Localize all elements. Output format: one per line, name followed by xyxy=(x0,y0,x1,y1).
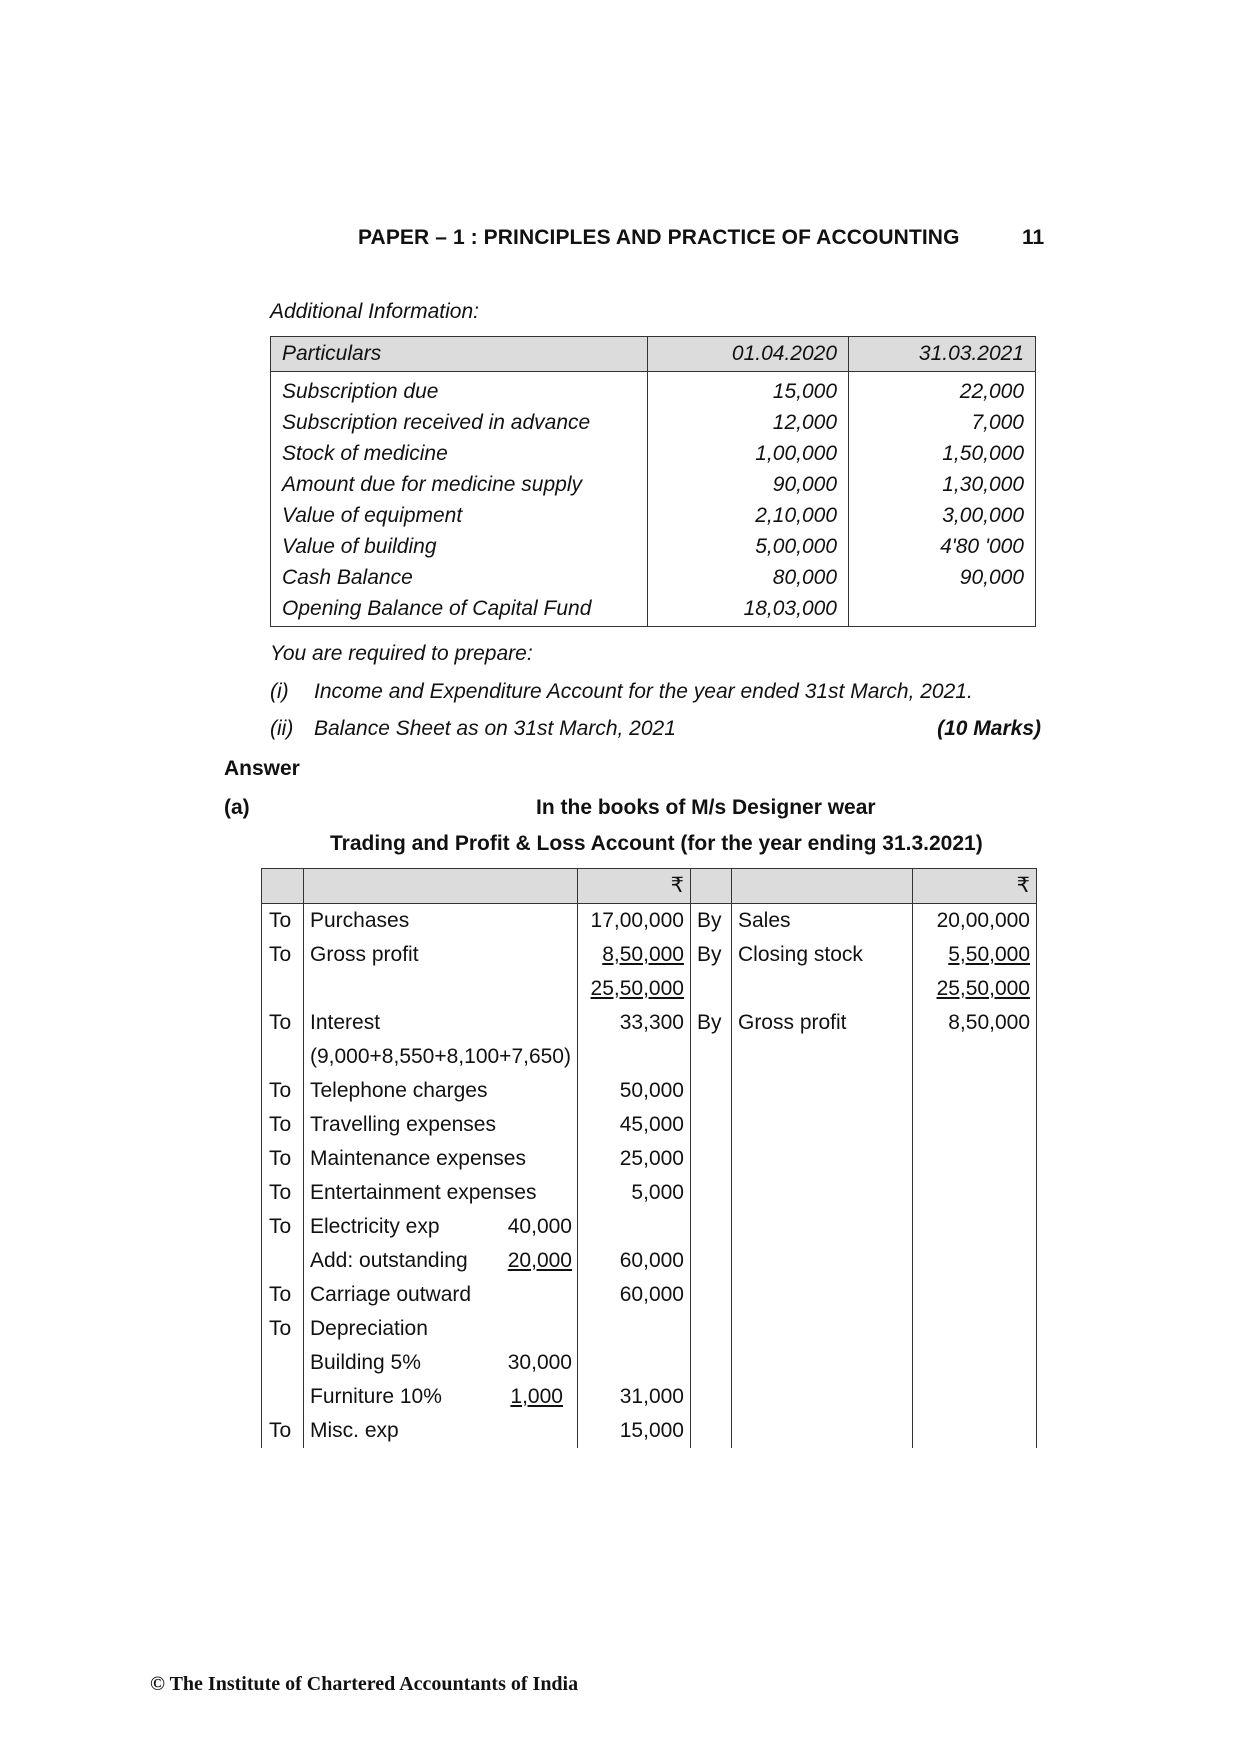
cell-closing: 22,000 xyxy=(849,372,1036,408)
dr-prefix: To xyxy=(262,1176,304,1210)
cr-particular xyxy=(731,1346,912,1380)
question-item-text: Balance Sheet as on 31st March, 2021 xyxy=(314,717,676,740)
cell-particular: Amount due for medicine supply xyxy=(271,469,648,500)
cr-prefix xyxy=(690,1414,731,1448)
cr-amount xyxy=(912,1312,1036,1346)
cr-particular: Closing stock xyxy=(731,938,912,972)
table-row xyxy=(262,1380,1037,1414)
cell-opening: 80,000 xyxy=(648,562,849,593)
cr-prefix xyxy=(690,972,731,1006)
table-row xyxy=(271,500,1036,531)
cell-opening: 15,000 xyxy=(648,372,849,408)
dr-particular-detail: (9,000+8,550+8,100+7,650) xyxy=(310,1045,571,1068)
cr-particular xyxy=(731,1142,912,1176)
dr-particular: Misc. exp xyxy=(304,1414,578,1448)
table-row xyxy=(271,438,1036,469)
dr-sub-amount: 1,000 xyxy=(510,1385,563,1408)
dr-sub-amount: 30,000 xyxy=(507,1351,572,1374)
cr-particular xyxy=(731,1414,912,1448)
dr-particular: Gross profit xyxy=(304,938,578,972)
cell-closing: 7,000 xyxy=(849,407,1036,438)
dr-particular: Travelling expenses xyxy=(304,1108,578,1142)
cell-closing: 4'80 '000 xyxy=(849,531,1036,562)
column-header-particulars: Particulars xyxy=(271,337,648,372)
cr-total-cell xyxy=(912,972,1036,1006)
dr-amount: 33,300 xyxy=(577,1006,690,1074)
cell-opening: 1,00,000 xyxy=(648,438,849,469)
cr-particular xyxy=(731,1108,912,1142)
dr-particular: Electricity exp xyxy=(310,1215,440,1238)
header-blank xyxy=(304,869,578,904)
cr-amount xyxy=(912,1108,1036,1142)
cr-prefix: By xyxy=(690,1006,731,1074)
cell-closing xyxy=(849,593,1036,627)
cell-particular: Value of equipment xyxy=(271,500,648,531)
header-currency-cr: ₹ xyxy=(912,869,1036,904)
cr-prefix xyxy=(690,1108,731,1142)
cr-prefix xyxy=(690,1380,731,1414)
dr-total: 25,50,000 xyxy=(590,977,684,1000)
dr-particular-cell xyxy=(304,1006,578,1074)
table-row xyxy=(262,1278,1037,1312)
table-row xyxy=(262,1142,1037,1176)
table-row xyxy=(271,372,1036,408)
cr-prefix xyxy=(690,1312,731,1346)
dr-prefix xyxy=(262,1346,304,1380)
cr-amount xyxy=(912,1380,1036,1414)
dr-amount xyxy=(577,1312,690,1346)
dr-amount xyxy=(577,1210,690,1244)
cr-amount xyxy=(912,1210,1036,1244)
cr-total: 25,50,000 xyxy=(936,977,1030,1000)
dr-particular-cell xyxy=(304,1210,578,1244)
cr-prefix xyxy=(690,1074,731,1108)
table-row xyxy=(271,562,1036,593)
table-row xyxy=(262,1346,1037,1380)
dr-sub-amount: 20,000 xyxy=(507,1249,572,1272)
cell-particular: Subscription due xyxy=(271,372,648,408)
dr-amount: 60,000 xyxy=(577,1278,690,1312)
cr-particular: Sales xyxy=(731,904,912,939)
cr-amount xyxy=(912,1346,1036,1380)
cr-prefix: By xyxy=(690,904,731,939)
dr-particular: Maintenance expenses xyxy=(304,1142,578,1176)
table-row xyxy=(271,531,1036,562)
cell-closing: 1,50,000 xyxy=(849,438,1036,469)
cell-opening: 5,00,000 xyxy=(648,531,849,562)
dr-amount: 15,000 xyxy=(577,1414,690,1448)
dr-sub-amount: 40,000 xyxy=(507,1215,572,1238)
table-row xyxy=(262,1108,1037,1142)
cr-amount xyxy=(912,1142,1036,1176)
dr-particular: Add: outstanding xyxy=(310,1249,468,1272)
dr-amount: 31,000 xyxy=(577,1380,690,1414)
dr-prefix: To xyxy=(262,1278,304,1312)
table-header-row xyxy=(271,337,1036,372)
table-row xyxy=(262,1006,1037,1074)
cr-particular xyxy=(731,1244,912,1278)
page-footer: © The Institute of Chartered Accountants of India xyxy=(150,1673,579,1695)
answer-part-label: (a) xyxy=(224,796,250,819)
account-title: Trading and Profit & Loss Account (for the year ending 31.3.2021) xyxy=(330,832,983,855)
cr-particular: Gross profit xyxy=(731,1006,912,1074)
cr-particular xyxy=(731,1176,912,1210)
question-item-number: (i) xyxy=(270,680,289,703)
cr-particular xyxy=(731,1312,912,1346)
cr-prefix xyxy=(690,1346,731,1380)
cell-opening: 2,10,000 xyxy=(648,500,849,531)
table-row xyxy=(262,938,1037,972)
cr-particular xyxy=(731,972,912,1006)
cell-particular: Opening Balance of Capital Fund xyxy=(271,593,648,627)
header-blank xyxy=(690,869,731,904)
cr-amount xyxy=(912,1074,1036,1108)
dr-amount: 60,000 xyxy=(577,1244,690,1278)
dr-particular: Purchases xyxy=(304,904,578,939)
cr-prefix xyxy=(690,1210,731,1244)
cell-particular: Value of building xyxy=(271,531,648,562)
dr-prefix xyxy=(262,972,304,1006)
question-prompt: You are required to prepare: xyxy=(270,642,533,665)
cr-particular xyxy=(731,1074,912,1108)
additional-info-table xyxy=(270,336,1036,627)
cr-amount-cell xyxy=(912,938,1036,972)
table-row xyxy=(262,1176,1037,1210)
dr-prefix: To xyxy=(262,1414,304,1448)
dr-particular: Depreciation xyxy=(304,1312,578,1346)
cr-amount xyxy=(912,1278,1036,1312)
cr-amount: 5,50,000 xyxy=(948,943,1030,966)
cr-particular xyxy=(731,1278,912,1312)
dr-particular xyxy=(304,972,578,1006)
dr-particular: Furniture 10% xyxy=(310,1385,442,1408)
dr-particular-cell xyxy=(304,1244,578,1278)
dr-amount: 45,000 xyxy=(577,1108,690,1142)
cr-amount xyxy=(912,1414,1036,1448)
additional-info-heading: Additional Information: xyxy=(270,300,479,323)
dr-prefix: To xyxy=(262,1210,304,1244)
answer-label: Answer xyxy=(224,757,300,780)
table-row xyxy=(271,593,1036,627)
dr-amount xyxy=(577,1346,690,1380)
dr-particular: Entertainment expenses xyxy=(304,1176,578,1210)
cr-amount: 20,00,000 xyxy=(912,904,1036,939)
table-row xyxy=(262,1210,1037,1244)
dr-amount: 5,000 xyxy=(577,1176,690,1210)
dr-prefix: To xyxy=(262,904,304,939)
dr-prefix: To xyxy=(262,1142,304,1176)
dr-prefix: To xyxy=(262,938,304,972)
column-header-closing-date: 31.03.2021 xyxy=(849,337,1036,372)
dr-particular: Telephone charges xyxy=(304,1074,578,1108)
cr-particular xyxy=(731,1210,912,1244)
dr-amount: 17,00,000 xyxy=(577,904,690,939)
table-row xyxy=(262,1074,1037,1108)
dr-particular: Interest xyxy=(310,1011,381,1034)
cr-prefix xyxy=(690,1244,731,1278)
dr-particular: Carriage outward xyxy=(304,1278,578,1312)
dr-prefix: To xyxy=(262,1074,304,1108)
trading-profit-loss-table xyxy=(261,868,1037,1448)
header-blank xyxy=(262,869,304,904)
dr-total-cell xyxy=(577,972,690,1006)
dr-prefix: To xyxy=(262,1006,304,1074)
dr-particular-cell xyxy=(304,1346,578,1380)
table-row xyxy=(262,1312,1037,1346)
question-item-number: (ii) xyxy=(270,717,294,740)
cell-particular: Cash Balance xyxy=(271,562,648,593)
dr-amount-cell xyxy=(577,938,690,972)
column-header-opening-date: 01.04.2020 xyxy=(648,337,849,372)
cr-prefix xyxy=(690,1176,731,1210)
table-row xyxy=(271,469,1036,500)
cell-opening: 90,000 xyxy=(648,469,849,500)
cell-particular: Stock of medicine xyxy=(271,438,648,469)
cr-amount xyxy=(912,1244,1036,1278)
dr-prefix xyxy=(262,1244,304,1278)
question-item-text: Income and Expenditure Account for the year ended 31st March, 2021. xyxy=(314,680,973,703)
table-row xyxy=(271,407,1036,438)
dr-amount: 50,000 xyxy=(577,1074,690,1108)
page-number: 11 xyxy=(1022,226,1045,249)
dr-particular-cell xyxy=(304,1380,578,1414)
books-title: In the books of M/s Designer wear xyxy=(536,796,876,819)
dr-amount: 8,50,000 xyxy=(602,943,684,966)
table-header-row xyxy=(262,869,1037,904)
cr-particular xyxy=(731,1380,912,1414)
cr-prefix xyxy=(690,1278,731,1312)
dr-prefix: To xyxy=(262,1108,304,1142)
cr-amount: 8,50,000 xyxy=(912,1006,1036,1074)
cell-opening: 18,03,000 xyxy=(648,593,849,627)
cr-prefix: By xyxy=(690,938,731,972)
dr-prefix xyxy=(262,1380,304,1414)
cell-particular: Subscription received in advance xyxy=(271,407,648,438)
table-row xyxy=(262,1244,1037,1278)
dr-particular: Building 5% xyxy=(310,1351,421,1374)
table-row xyxy=(262,972,1037,1006)
cell-closing: 90,000 xyxy=(849,562,1036,593)
cell-opening: 12,000 xyxy=(648,407,849,438)
dr-prefix: To xyxy=(262,1312,304,1346)
page-header-title: PAPER – 1 : PRINCIPLES AND PRACTICE OF ACCOUNTING xyxy=(358,226,960,249)
table-row xyxy=(262,904,1037,939)
cell-closing: 1,30,000 xyxy=(849,469,1036,500)
cr-prefix xyxy=(690,1142,731,1176)
table-row xyxy=(262,1414,1037,1448)
dr-amount: 25,000 xyxy=(577,1142,690,1176)
marks-label: (10 Marks) xyxy=(937,717,1041,740)
header-blank xyxy=(731,869,912,904)
cr-amount xyxy=(912,1176,1036,1210)
cell-closing: 3,00,000 xyxy=(849,500,1036,531)
header-currency-dr: ₹ xyxy=(577,869,690,904)
